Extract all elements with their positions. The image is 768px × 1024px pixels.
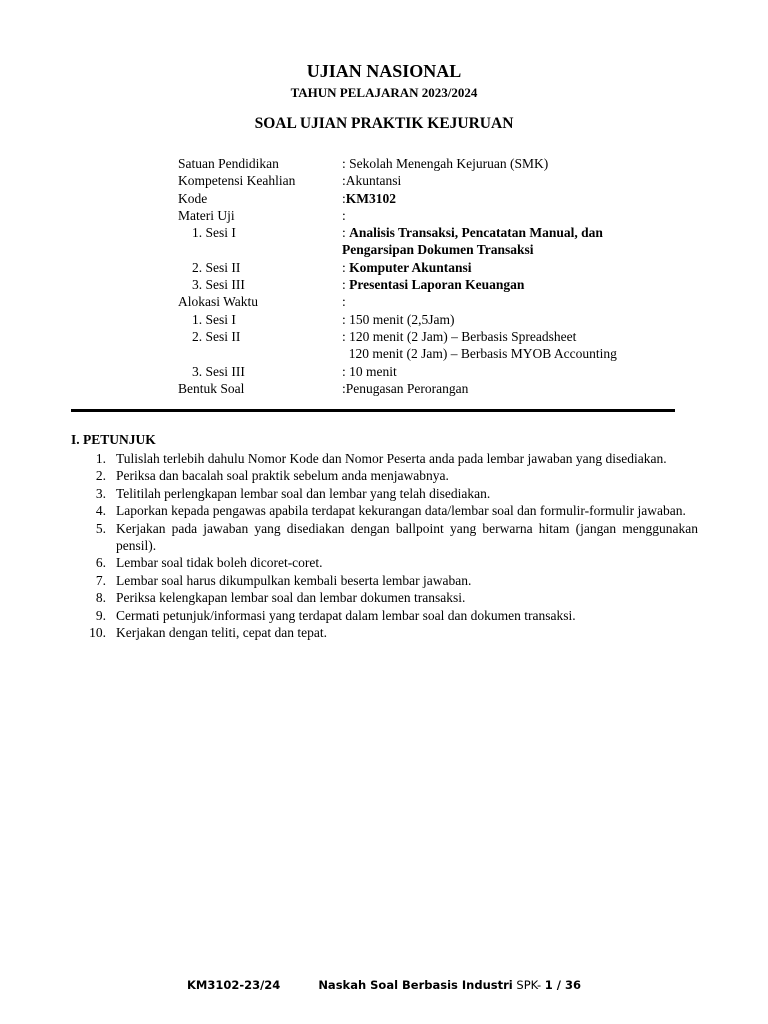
list-number: 5. [95, 520, 106, 536]
list-number: 10. [89, 625, 106, 641]
info-label: 1. Sesi I [192, 225, 236, 241]
info-value-continued: Pengarsipan Dokumen Transaksi [342, 242, 534, 258]
list-text: Tulislah terlebih dahulu Nomor Kode dan Nomor Peserta anda pada lembar jawaban yang disediakan. [116, 451, 667, 466]
info-label: Kode [178, 190, 208, 206]
footer-page-prefix: SPK- [516, 978, 545, 992]
list-number: 1. [95, 451, 106, 466]
info-label: 2. Sesi II [192, 328, 241, 344]
list-text: Periksa kelengkapan lembar soal dan lembar dokumen transaksi. [116, 590, 466, 606]
info-label: Satuan Pendidikan [178, 156, 279, 171]
list-number: 2. [95, 468, 106, 484]
footer-page-separator: / [552, 978, 565, 992]
list-item [84, 467, 698, 484]
list-item [84, 502, 698, 519]
exam-title: UJIAN NASIONAL [306, 61, 462, 81]
list-text: Kerjakan pada jawaban yang disediakan dengan ballpoint yang berwarna hitam (jangan menggunakan pensil). [116, 520, 698, 554]
list-number: 9. [95, 607, 106, 623]
info-label: Alokasi Waktu [178, 294, 259, 310]
info-prefix: : [342, 190, 346, 206]
info-value: :Akuntansi [342, 173, 402, 189]
info-label: 3. Sesi III [192, 277, 245, 293]
info-value: : 10 menit [342, 363, 397, 379]
list-item [84, 485, 698, 502]
list-number: 6. [95, 555, 106, 571]
section-heading: I. PETUNJUK [71, 432, 156, 447]
list-number: 4. [95, 503, 106, 519]
info-label: Bentuk Soal [178, 380, 245, 396]
footer-code: KM3102-23/24 [186, 978, 281, 992]
info-value: : 120 menit (2 Jam) – Berbasis Spreadsheet [342, 328, 577, 344]
list-text: Lembar soal harus dikumpulkan kembali beserta lembar jawaban. [116, 572, 472, 588]
info-value: : [342, 207, 346, 223]
academic-year: TAHUN PELAJARAN 2023/2024 [290, 85, 478, 100]
list-item [84, 554, 698, 571]
list-text: Telitilah perlengkapan lembar soal dan lembar yang telah disediakan. [116, 485, 491, 501]
list-number: 8. [95, 590, 106, 606]
list-item [84, 520, 698, 555]
list-text: Lembar soal tidak boleh dicoret-coret. [116, 555, 323, 571]
exam-subtitle: SOAL UJIAN PRAKTIK KEJURUAN [254, 115, 514, 132]
info-value: :Penugasan Perorangan [342, 380, 469, 396]
list-text: Cermati petunjuk/informasi yang terdapat dalam lembar soal dan dokumen transaksi. [116, 607, 576, 623]
info-value: Komputer Akuntansi [349, 259, 472, 275]
info-value: : [342, 294, 346, 310]
footer-document: Naskah Soal Berbasis Industri [318, 978, 513, 992]
page-footer [0, 978, 768, 992]
info-prefix: : [342, 225, 350, 241]
info-label: Materi Uji [178, 207, 235, 223]
list-text: Periksa dan bacalah soal praktik sebelum anda menjawabnya. [116, 468, 449, 484]
info-label: 3. Sesi III [192, 363, 245, 379]
list-item [84, 572, 698, 589]
info-label: 1. Sesi I [192, 311, 236, 327]
list-text: Laporkan kepada pengawas apabila terdapat kekurangan data/lembar soal dan formulir-formulir jawaban. [116, 503, 686, 519]
footer-page-total: 36 [565, 978, 582, 992]
info-prefix: : [342, 259, 350, 275]
list-item [84, 607, 698, 624]
info-value: : Sekolah Menengah Kejuruan (SMK) [342, 156, 549, 171]
list-item [84, 624, 698, 641]
info-value: KM3102 [345, 190, 397, 206]
info-prefix: : [342, 277, 350, 293]
info-value: : 150 menit (2,5Jam) [342, 311, 455, 327]
list-number: 7. [95, 572, 106, 588]
info-label: Kompetensi Keahlian [178, 173, 296, 189]
info-value: Analisis Transaksi, Pencatatan Manual, dan [349, 225, 603, 241]
footer-page-number: 1 [544, 978, 553, 992]
list-number: 3. [95, 485, 106, 501]
info-label: 2. Sesi II [192, 259, 241, 275]
info-value: Presentasi Laporan Keuangan [349, 277, 525, 293]
list-item [84, 450, 698, 467]
instruction-list [84, 450, 698, 641]
info-value-continued: 120 menit (2 Jam) – Berbasis MYOB Accounting [342, 346, 617, 362]
divider-line [71, 409, 675, 412]
list-text: Kerjakan dengan teliti, cepat dan tepat. [116, 625, 328, 641]
list-item [84, 589, 698, 606]
